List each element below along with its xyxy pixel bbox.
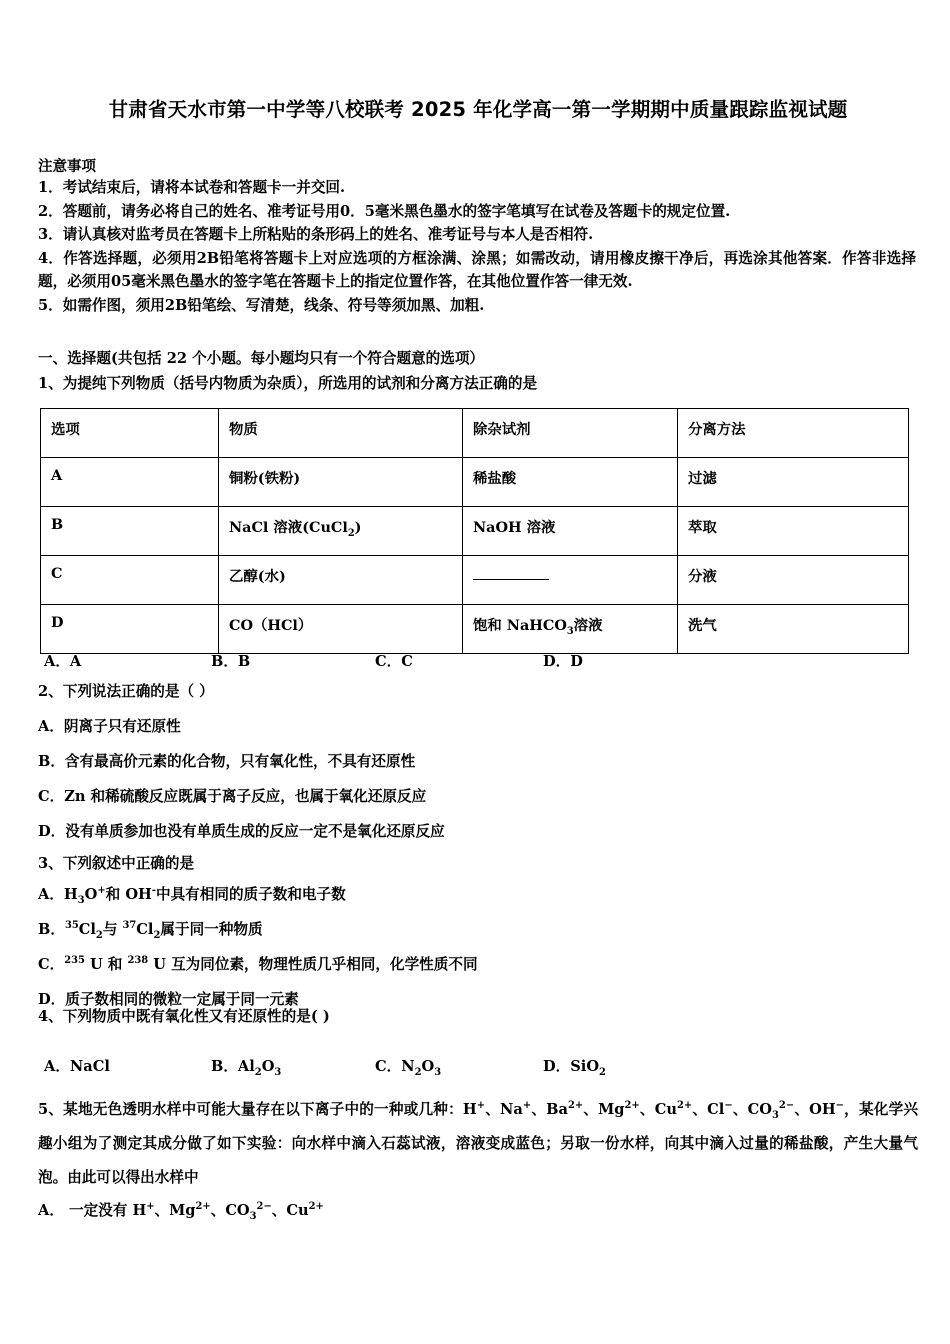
- q3c-sup2: 238: [127, 955, 149, 967]
- row-substance: 铜粉(铁粉): [219, 458, 463, 507]
- q2-option-a[interactable]: A．阴离子只有还原性: [38, 718, 181, 735]
- blank-underline: [473, 569, 549, 580]
- page-title: 甘肃省天水市第一中学等八校联考 2025 年化学高一第一学期期中质量跟踪监视试题: [108, 98, 848, 121]
- q3b-mid1: Cl: [78, 921, 96, 938]
- q3a-tail: 中具有相同的质子数和电子数: [155, 886, 346, 903]
- notice-heading: 注意事项: [38, 159, 96, 175]
- q3c-tail: 互为同位素，物理性质几乎相同，化学性质不同: [171, 956, 478, 973]
- row-reagent: NaOH 溶液: [463, 507, 678, 556]
- q5a-pre: A． 一定没有 H: [38, 1202, 147, 1219]
- reagent-post: 溶液: [573, 617, 603, 634]
- row-method: 分液: [678, 556, 909, 605]
- row-reagent: [463, 605, 678, 654]
- row-reagent-blank: [463, 556, 678, 605]
- row-option: B: [41, 507, 219, 556]
- row-substance: CO（HCl）: [219, 605, 463, 654]
- row-reagent: 稀盐酸: [463, 458, 678, 507]
- q4c-sub1: 2: [414, 1066, 422, 1078]
- q4b-mid: O: [261, 1058, 275, 1075]
- q3-option-b[interactable]: [38, 919, 918, 941]
- option-a[interactable]: A．A: [44, 653, 82, 670]
- question-4-stem: 4、下列物质中既有氧化性又有还原性的是( ): [38, 1008, 330, 1025]
- q3a-mid2: 和 OH: [105, 886, 152, 903]
- substance-pre: NaCl 溶液(CuCl: [229, 519, 348, 536]
- table-row: [41, 507, 909, 556]
- q4d-pre: D．SiO: [543, 1058, 600, 1075]
- row-option: A: [41, 458, 219, 507]
- q5a-rest: 、$Mg^{2+}$、$CO_3^{2-}$、$Cu^{2+}$: [154, 1201, 324, 1222]
- q3-option-a[interactable]: [38, 884, 918, 906]
- table-row: [41, 605, 909, 654]
- q3b-sub2: 2: [153, 929, 161, 941]
- q3c-mid2: U: [148, 956, 172, 973]
- notice-item: 3．请认真核对监考员在答题卡上所粘贴的条形码上的姓名、准考证号与本人是否相符.: [38, 226, 594, 243]
- option-d[interactable]: D．D: [543, 653, 583, 670]
- notice-item: 2．答题前，请务必将自己的姓名、准考证号用0．5毫米黑色墨水的签字笔填写在试卷及答题卡的规定位置.: [38, 202, 731, 220]
- q2-option-d[interactable]: D．没有单质参加也没有单质生成的反应一定不是氧化还原反应: [38, 823, 445, 840]
- notice-item: 5．如需作图，须用2B铅笔绘、写清楚，线条、符号等须加黑、加粗.: [38, 296, 485, 314]
- q4b-pre: B．Al: [211, 1058, 255, 1075]
- reagent-subscript: 3: [566, 625, 574, 637]
- section-heading: 一、选择题(共包括 22 个小题。每小题均只有一个符合题意的选项）: [38, 350, 485, 367]
- q3-option-d[interactable]: D．质子数相同的微粒一定属于同一元素: [38, 991, 299, 1008]
- notice-item: 1．考试结束后，请将本试卷和答题卡一并交回.: [38, 179, 346, 196]
- table-header-cell: 分离方法: [678, 409, 909, 458]
- substance-subscript: 2: [347, 527, 355, 539]
- q2-option-b[interactable]: B．含有最高价元素的化合物，只有氧化性，不具有还原性: [38, 753, 416, 770]
- question-1-stem: 1、为提纯下列物质（括号内物质为杂质），所选用的试剂和分离方法正确的是: [38, 375, 538, 392]
- row-option: C: [41, 556, 219, 605]
- option-c[interactable]: C．C: [375, 653, 413, 670]
- question-3-stem: 3、下列叙述中正确的是: [38, 855, 195, 872]
- q3b-sub1: 2: [95, 929, 103, 941]
- row-method: 洗气: [678, 605, 909, 654]
- q3b-sup1: 35: [64, 920, 79, 932]
- q4-option-d[interactable]: [543, 1055, 606, 1076]
- table-header-cell: 物质: [219, 409, 463, 458]
- q4-option-c[interactable]: [375, 1055, 441, 1076]
- table-row: [41, 458, 909, 507]
- q5-stem-post: ，某化学兴趣小组为了测定其成分做了如下实验：向水样中滴入石蕊试液，溶液变成蓝色；另取一份水样，向其中滴入过量的稀盐酸，产生大量气泡。由此可以得出水样中: [38, 1101, 918, 1186]
- row-substance: 乙醇(水): [219, 556, 463, 605]
- q4b-sub2: 3: [274, 1066, 282, 1078]
- q3b-label: B．: [38, 921, 65, 938]
- q4c-mid: O: [421, 1058, 435, 1075]
- q3a-sup2: -: [151, 885, 156, 897]
- q2-option-c[interactable]: C．Zn 和稀硫酸反应既属于离子反应，也属于氧化还原反应: [38, 788, 427, 805]
- q5-stem-pre: 5、某地无色透明水样中可能大量存在以下离子中的一种或几种：: [38, 1101, 463, 1118]
- q3a-label: A．H: [38, 886, 78, 903]
- row-method: 过滤: [678, 458, 909, 507]
- option-b[interactable]: B．B: [211, 653, 251, 670]
- q4d-sub1: 2: [599, 1066, 606, 1078]
- q5a-sup-h: +: [146, 1201, 155, 1213]
- q3b-mid3: Cl: [136, 921, 154, 938]
- q3a-sup1: +: [97, 885, 106, 897]
- question-5-stem: [38, 1093, 918, 1195]
- q3c-mid1: U 和: [84, 956, 128, 973]
- q4c-pre: C．N: [375, 1058, 415, 1075]
- row-method: 萃取: [678, 507, 909, 556]
- row-option: D: [41, 605, 219, 654]
- table-row: [41, 556, 909, 605]
- q4c-sub2: 3: [434, 1066, 442, 1078]
- q5-ion-list: H+、Na+、$Ba^{2+}$、$Mg^{2+}$、$Cu^{2+}$、Cl−、$CO_3^{2-}$、OH−: [462, 1100, 844, 1121]
- purification-table: [40, 408, 909, 654]
- reagent-pre: 饱和 NaHCO: [473, 617, 567, 634]
- q3c-sup1: 235: [64, 955, 85, 967]
- q3c-label: C．: [38, 956, 65, 973]
- q3b-mid2: 与: [102, 921, 123, 938]
- row-substance: [219, 507, 463, 556]
- q3-option-c[interactable]: [38, 954, 918, 976]
- table-header-cell: 选项: [41, 409, 219, 458]
- q4-option-b[interactable]: [211, 1055, 281, 1076]
- question-1-options: [38, 650, 918, 672]
- table-header-row: [41, 409, 909, 458]
- q3b-tail: 属于同一种物质: [160, 921, 263, 938]
- substance-post: ): [354, 519, 362, 536]
- q5-option-a[interactable]: [38, 1200, 918, 1222]
- question-4-options: [38, 1055, 918, 1077]
- question-2-stem: 2、下列说法正确的是（ ）: [38, 683, 214, 700]
- q3a-sub: 3: [77, 894, 85, 906]
- table-header-cell: 除杂试剂: [463, 409, 678, 458]
- q4-option-a[interactable]: A．NaCl: [44, 1058, 110, 1075]
- q4b-sub1: 2: [254, 1066, 262, 1078]
- q3a-mid1: O: [84, 886, 98, 903]
- q3b-sup2: 37: [122, 920, 137, 932]
- notice-item: 4．作答选择题，必须用2B铅笔将答题卡上对应选项的方框涂满、涂黑；如需改动，请用橡皮擦干净后，再选涂其他答案．作答非选择题，必须用05毫米黑色墨水的签字笔在答题卡上的指定位置作答，在其他位置作答一律无效.: [38, 249, 916, 290]
- notice-list: [38, 176, 916, 317]
